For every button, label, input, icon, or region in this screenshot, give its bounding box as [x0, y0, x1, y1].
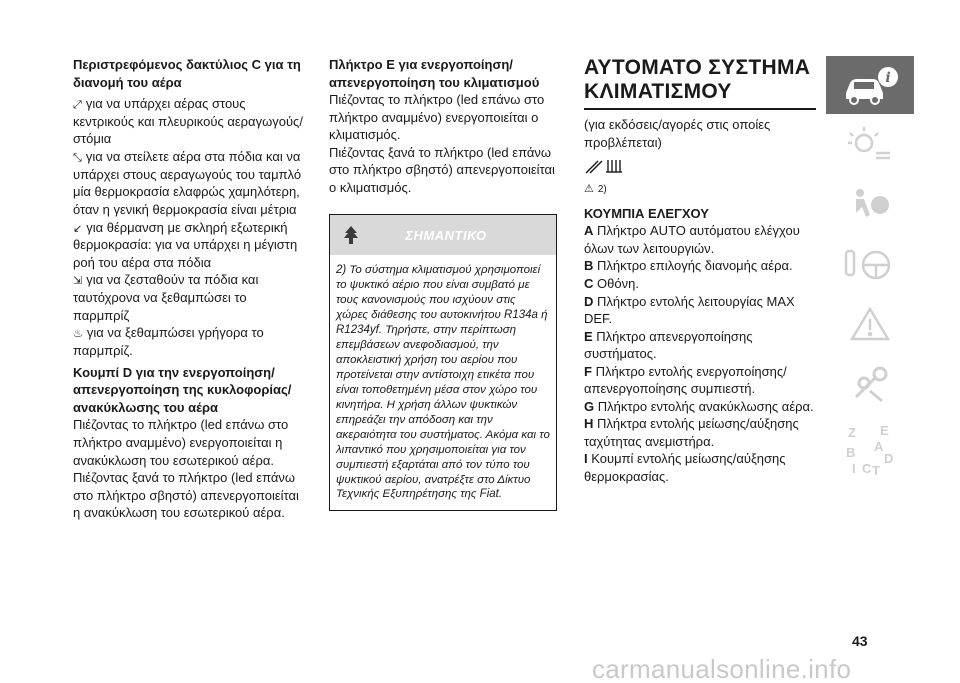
feet-windscreen-vent-icon: ⇲ — [73, 275, 83, 288]
column-right — [584, 56, 816, 486]
heading-control-buttons: ΚΟΥΜΠΙΑ ΕΛΕΓΧΟΥ — [584, 205, 709, 221]
paragraph: Πιέζοντας ξανά το πλήκτρο (led επάνω στο πλήκτρο σβηστό) απενεργοποιείται η ανακύκλωση του εσωτερικού αέρα. — [73, 470, 299, 521]
list-item: C Οθόνη. — [584, 275, 639, 291]
car-info-icon — [840, 63, 900, 107]
watermark: carmanualsonline.info — [592, 654, 852, 683]
column-left — [73, 56, 305, 522]
svg-text:C: C — [862, 461, 872, 476]
chapter-sidebar — [826, 56, 914, 488]
warning-icon: ⚠ — [584, 182, 594, 195]
list-item: ⤢ για να υπάρχει αέρας στους κεντρικούς και πλευρικούς αεραγωγούς/στόμια — [73, 96, 303, 147]
paragraph: Πιέζοντας ξανά το πλήκτρο (led επάνω στο πλήκτρο σβηστό) απενεργοποιείται ο κλιματισμός. — [329, 144, 555, 195]
wrench-icon — [840, 363, 900, 407]
list-item: B Πλήκτρο επιλογής διανομής αέρα. — [584, 258, 793, 274]
heading-air-distribution: Περιστρεφόμενος δακτύλιος C για τη διανομή του αέρα — [73, 57, 301, 90]
tab-index[interactable] — [826, 416, 914, 488]
heading-ac-button: Πλήκτρο E για ενεργοποίηση/απενεργοποίηση του κλιματισμού — [329, 57, 540, 90]
tab-warning[interactable] — [826, 296, 914, 356]
tab-lights[interactable] — [826, 116, 914, 176]
feet-vent-icon: ↙ — [73, 222, 83, 235]
list-item: ↙ για θέρμανση με σκληρή εξωτερική θερμοκρασία: για να υπάρχει η μέγιστη ροή του αέρα στα πόδια — [73, 219, 298, 270]
title-divider — [584, 108, 816, 110]
svg-text:E: E — [880, 423, 889, 438]
svg-text:B: B — [846, 445, 856, 460]
column-middle — [329, 56, 557, 511]
list-item: I Κουμπί εντολής μείωσης/αύξησης θερμοκρασίας. — [584, 451, 786, 484]
face-vent-icon: ⤢ — [73, 99, 82, 112]
paragraph: Πιέζοντας το πλήκτρο (led επάνω στο πλήκτρο αναμμένο) ενεργοποιείται ο κλιματισμός. — [329, 92, 545, 143]
section-title: ΑΥΤΟΜΑΤΟ ΣΥΣΤΗΜΑ ΚΛΙΜΑΤΙΣΜΟΥ — [584, 56, 811, 104]
important-header — [330, 215, 556, 255]
tab-airbag[interactable] — [826, 176, 914, 236]
alphabet-index-icon — [840, 423, 900, 479]
tab-steering[interactable] — [826, 236, 914, 296]
list-item: A Πλήκτρο AUTO αυτόματου ελέγχου όλων των λειτουργιών. — [584, 223, 800, 256]
list-item: E Πλήκτρο απενεργοποίησης συστήματος. — [584, 328, 753, 362]
list-item: G Πλήκτρο εντολής ανακύκλωσης αέρα. — [584, 398, 814, 414]
svg-text:i: i — [885, 70, 891, 86]
windscreen-defrost-icon: ♨ — [73, 328, 83, 341]
list-item: ♨ για να ξεθαμπώσει γρήγορα το παρμπρίζ. — [73, 325, 264, 359]
snowflake-fan-icon — [584, 157, 816, 180]
tab-maintenance[interactable] — [826, 356, 914, 416]
svg-text:T: T — [872, 463, 880, 478]
important-text: 2) Το σύστημα κλιματισμού χρησιμοποιεί το ψυκτικό αέριο που είναι συμβατό με τους κανονισμούς που ισχύουν στις χώρες διάθεσης του αυτοκινήτου R134a ή R1234yf. Τηρήστε, στην περίπτωση επεμβάσεων ανεφοδιασμού, την αποκλειστική χρήση του αερίου που προτείνεται στην αντίστοιχη ετικέτα που είναι τοποθετημένη μέσα στον χώρο του κινητήρα. Η χρήση άλλων ψυκτικών επηρεάζει την απόδοση και την ακεραιότητα του συστήματος. Ακόμα και το λιπαντικό που χρησιμοποιείται για τον συμπιεστή εξαρτάται από τον τύπο του ψυκτικού αερίου, ανατρέξτε στο Δίκτυο Τεχνικής Εξυπηρέτησης της Fiat. — [336, 264, 550, 501]
page-number: 43 — [852, 633, 868, 649]
list-item: ⇲ για να ζεσταθούν τα πόδια και ταυτόχρονα να ξεθαμπώσει το παρμπρίζ — [73, 272, 259, 323]
warning-ref: ⚠ 2) — [584, 182, 607, 195]
airbag-icon — [840, 183, 900, 227]
important-title: ΣΗΜΑΝΤΙΚΟ — [405, 227, 487, 243]
face-feet-vent-icon: ⤡ — [73, 152, 82, 165]
svg-text:Z: Z — [848, 425, 856, 440]
important-box — [329, 214, 557, 511]
list-item: H Πλήκτρα εντολής μείωσης/αύξησης ταχύτητας ανεμιστήρα. — [584, 416, 799, 449]
svg-text:D: D — [884, 451, 894, 466]
svg-text:I: I — [852, 461, 856, 476]
paragraph: Πιέζοντας το πλήκτρο (led επάνω στο πλήκτρο αναμμένο) ενεργοποιείται η ανακύκλωση του εσωτερικού αέρα. — [73, 417, 289, 468]
steering-wheel-icon — [840, 243, 900, 287]
subtitle: (για εκδόσεις/αγορές στις οποίες προβλέπεται) — [584, 117, 771, 150]
warning-icon — [840, 303, 900, 347]
tab-car-info[interactable] — [826, 56, 914, 116]
list-item: D Πλήκτρο εντολής λειτουργίας MAX DEF. — [584, 293, 795, 327]
lights-icon — [840, 123, 900, 167]
list-item: ⤡ για να στείλετε αέρα στα πόδια και να υπάρχει στους αεραγωγούς του ταμπλό μία θερμοκρασία ελαφρώς χαμηλότερη, όταν η γενική θερμοκρασία είναι μέτρια — [73, 149, 302, 217]
svg-text:A: A — [874, 439, 884, 454]
list-item: F Πλήκτρο εντολής ενεργοποίησης/απενεργοποίησης συμπιεστή. — [584, 363, 787, 397]
tree-icon — [342, 225, 360, 245]
heading-recirculation: Κουμπί D για την ενεργοποίηση/απενεργοποίηση της κυκλοφορίας/ανακύκλωσης του αέρα — [73, 364, 292, 415]
